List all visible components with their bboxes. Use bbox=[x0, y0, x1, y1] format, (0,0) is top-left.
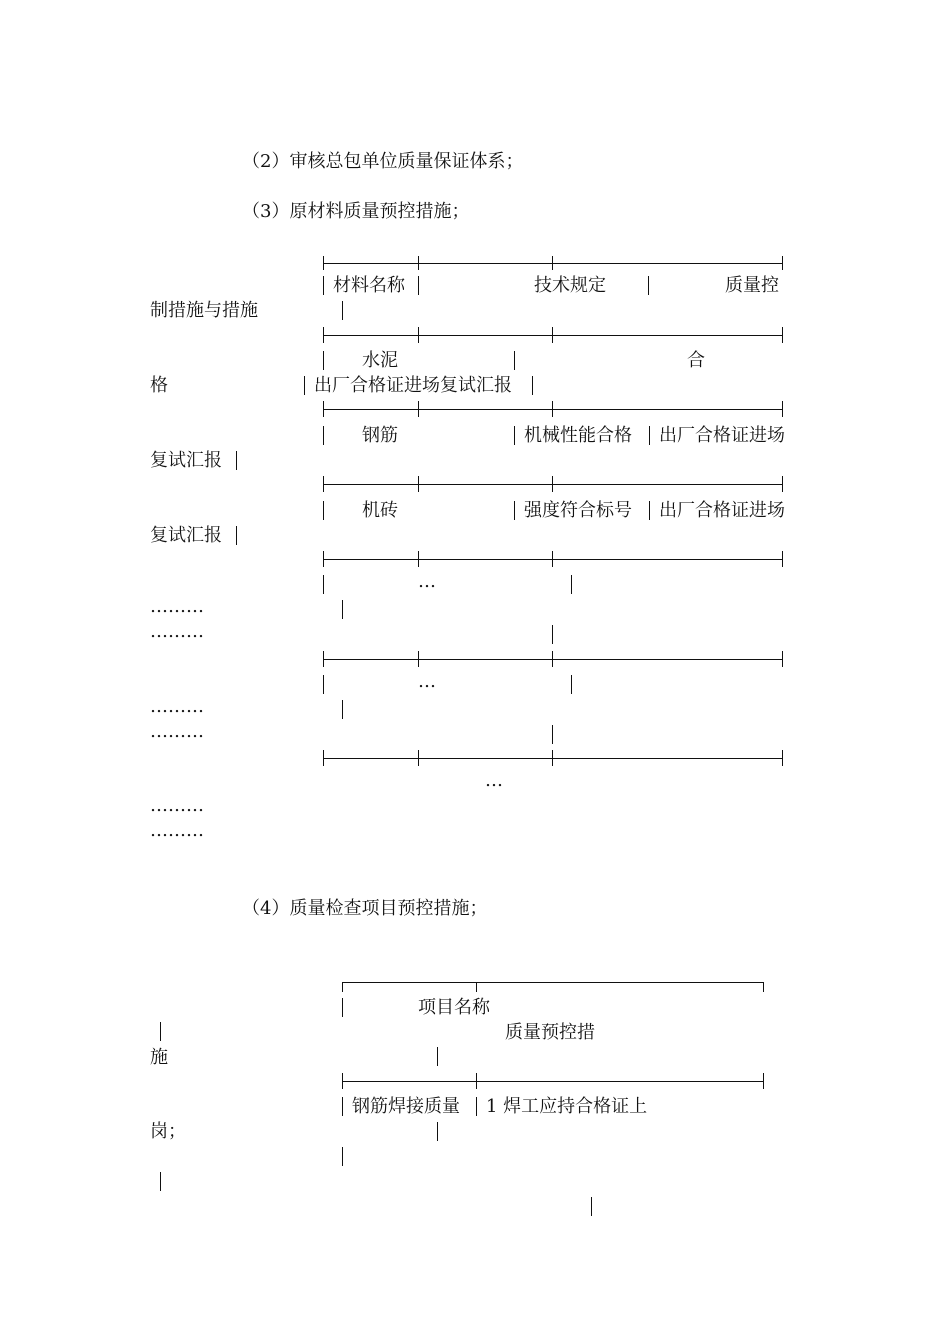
cell-separator bbox=[476, 1097, 477, 1116]
cell-separator bbox=[323, 675, 324, 694]
cement-name: 水泥 bbox=[362, 350, 398, 371]
table-tick bbox=[763, 1073, 764, 1089]
table-tick bbox=[418, 327, 419, 343]
table-tick bbox=[782, 551, 783, 567]
ellipsis-cell: … bbox=[485, 770, 503, 791]
header-technical-spec: 技术规定 bbox=[534, 275, 606, 296]
header-quality-measure: 质量控 bbox=[725, 275, 779, 296]
table-tick bbox=[552, 476, 553, 492]
header-item-name: 项目名称 bbox=[418, 997, 490, 1018]
brick-spec: 强度符合标号 bbox=[524, 500, 632, 521]
cell-separator bbox=[437, 1122, 438, 1141]
ellipsis-cell: … bbox=[418, 571, 436, 592]
brick-measure: 出厂合格证进场 bbox=[659, 500, 785, 521]
table-tick bbox=[418, 256, 419, 270]
cell-separator bbox=[649, 426, 650, 445]
table-rule bbox=[323, 409, 783, 410]
cell-separator bbox=[160, 1022, 161, 1041]
ellipsis-line: ……… bbox=[150, 596, 204, 617]
table-tick bbox=[418, 750, 419, 766]
ellipsis-line: ……… bbox=[150, 721, 204, 742]
table-tick bbox=[323, 476, 324, 492]
cell-separator bbox=[323, 426, 324, 445]
cell-separator bbox=[532, 376, 533, 395]
table-tick bbox=[323, 401, 324, 417]
brick-measure-wrap: 复试汇报 bbox=[150, 525, 222, 546]
table-tick bbox=[782, 651, 783, 667]
cell-separator bbox=[342, 998, 343, 1017]
weld-measure: 1 焊工应持合格证上 bbox=[486, 1096, 648, 1117]
cell-separator bbox=[552, 725, 553, 744]
table-rule bbox=[342, 982, 764, 983]
heading-4: （4）质量检查项目预控措施； bbox=[242, 898, 488, 919]
table-tick bbox=[418, 651, 419, 667]
ellipsis-line: ……… bbox=[150, 795, 204, 816]
rebar-spec: 机械性能合格 bbox=[524, 425, 632, 446]
table-rule bbox=[323, 263, 783, 264]
header-quality-measure: 质量预控措 bbox=[505, 1022, 595, 1043]
table-tick bbox=[342, 982, 343, 992]
cell-separator bbox=[236, 451, 237, 470]
cell-separator bbox=[591, 1197, 592, 1216]
weld-measure-wrap: 岗； bbox=[150, 1121, 186, 1142]
table-tick bbox=[552, 651, 553, 667]
table-rule bbox=[323, 484, 783, 485]
table-tick bbox=[782, 327, 783, 343]
cell-separator bbox=[323, 575, 324, 594]
table-rule bbox=[342, 1081, 764, 1082]
cell-separator bbox=[342, 301, 343, 320]
table-tick bbox=[418, 551, 419, 567]
table-tick bbox=[552, 750, 553, 766]
cement-measure: 出厂合格证进场复试汇报 bbox=[314, 375, 512, 396]
cell-separator bbox=[437, 1047, 438, 1066]
rebar-measure-wrap: 复试汇报 bbox=[150, 450, 222, 471]
cell-separator bbox=[571, 575, 572, 594]
table-rule bbox=[323, 335, 783, 336]
cell-separator bbox=[342, 700, 343, 719]
cell-separator bbox=[160, 1172, 161, 1191]
table-tick bbox=[782, 256, 783, 270]
header-material-name: 材料名称 bbox=[333, 275, 405, 296]
cell-separator bbox=[342, 1097, 343, 1116]
cell-separator bbox=[648, 276, 649, 295]
cell-separator bbox=[323, 501, 324, 520]
ellipsis-line: ……… bbox=[150, 696, 204, 717]
table-tick bbox=[342, 1073, 343, 1089]
cell-separator bbox=[514, 501, 515, 520]
table-tick bbox=[782, 476, 783, 492]
table-tick bbox=[418, 401, 419, 417]
brick-name: 机砖 bbox=[362, 500, 398, 521]
cell-separator bbox=[571, 675, 572, 694]
cell-separator bbox=[552, 625, 553, 644]
header-quality-measure-wrap: 施 bbox=[150, 1047, 168, 1068]
table-tick bbox=[323, 750, 324, 766]
table-tick bbox=[418, 476, 419, 492]
table-tick bbox=[323, 327, 324, 343]
cell-separator bbox=[418, 276, 419, 295]
header-quality-measure-wrap: 制措施与措施 bbox=[150, 300, 258, 321]
rebar-name: 钢筋 bbox=[362, 425, 398, 446]
cell-separator bbox=[304, 376, 305, 395]
cement-spec-wrap: 格 bbox=[150, 375, 168, 396]
table-rule bbox=[323, 559, 783, 560]
rebar-measure: 出厂合格证进场 bbox=[659, 425, 785, 446]
table-tick bbox=[552, 256, 553, 270]
table-tick bbox=[476, 982, 477, 992]
ellipsis-cell: … bbox=[418, 671, 436, 692]
table-tick bbox=[763, 982, 764, 992]
table-tick bbox=[552, 551, 553, 567]
ellipsis-line: ……… bbox=[150, 621, 204, 642]
heading-2: （2）审核总包单位质量保证体系； bbox=[242, 151, 524, 172]
table-tick bbox=[323, 551, 324, 567]
table-tick bbox=[552, 401, 553, 417]
cell-separator bbox=[649, 501, 650, 520]
cell-separator bbox=[514, 426, 515, 445]
table-rule bbox=[323, 659, 783, 660]
table-tick bbox=[476, 1073, 477, 1089]
cell-separator bbox=[342, 1147, 343, 1166]
table-tick bbox=[323, 256, 324, 270]
table-tick bbox=[552, 327, 553, 343]
ellipsis-line: ……… bbox=[150, 820, 204, 841]
table-tick bbox=[782, 401, 783, 417]
cell-separator bbox=[323, 351, 324, 370]
cell-separator bbox=[342, 600, 343, 619]
weld-name: 钢筋焊接质量 bbox=[352, 1096, 460, 1117]
cell-separator bbox=[236, 526, 237, 545]
cell-separator bbox=[323, 276, 324, 295]
table-tick bbox=[323, 651, 324, 667]
heading-3: （3）原材料质量预控措施； bbox=[242, 201, 470, 222]
table-rule bbox=[323, 758, 783, 759]
cement-spec: 合 bbox=[687, 350, 705, 371]
cell-separator bbox=[514, 351, 515, 370]
table-tick bbox=[782, 750, 783, 766]
